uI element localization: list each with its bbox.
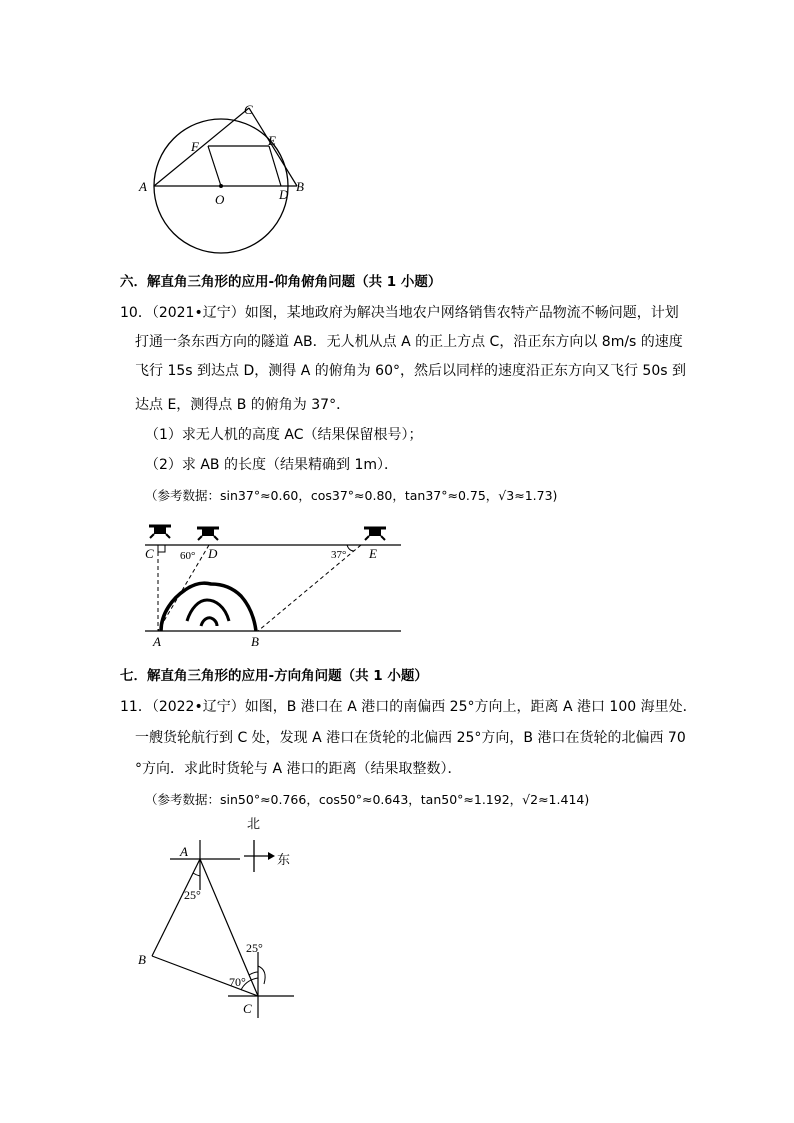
compass-east-label: 东 <box>277 852 291 867</box>
center-point-o <box>219 184 223 188</box>
compass-icon <box>244 840 275 872</box>
line-fo <box>208 146 221 186</box>
label-a: A <box>180 844 188 859</box>
q11-reference: （参考数据：sin50°≈0.766，cos50°≈0.643，tan50°≈1.192，√2≈1.414) <box>145 792 590 807</box>
tunnel-outer <box>161 583 256 631</box>
label-a: A <box>139 179 147 194</box>
label-o: O <box>215 192 225 207</box>
tunnel-inner <box>201 618 217 626</box>
q10-line4: 达点 E，测得点 B 的俯角为 37°． <box>135 397 351 413</box>
label-e: E <box>268 133 276 148</box>
q10-line2: 打通一条东西方向的隧道 AB．无人机从点 A 的正上方点 C，沿正东方向以 8m/s 的速度 <box>135 334 683 350</box>
line-ac <box>154 108 249 186</box>
label-c: C <box>145 546 154 561</box>
label-c: C <box>243 1001 252 1016</box>
label-angle-a-25: 25° <box>184 888 201 902</box>
label-f: F <box>191 139 199 154</box>
q10-sub1: （1）求无人机的高度 AC（结果保留根号）； <box>145 427 423 443</box>
compass-north-label: 北 <box>247 816 261 831</box>
label-b: B <box>138 952 146 967</box>
q11-line3: °方向．求此时货轮与 A 港口的距离（结果取整数）． <box>135 761 462 777</box>
label-angle-c-25: 25° <box>246 941 263 955</box>
q11-line2: 一艘货轮航行到 C 处，发现 A 港口在货轮的北偏西 25°方向，B 港口在货轮的北偏西 70 <box>135 730 686 746</box>
section-6-title: 六．解直角三角形的应用-仰角俯角问题（共 1 小题） <box>120 274 442 290</box>
label-c: C <box>244 102 253 117</box>
label-angle-37: 37° <box>331 549 347 561</box>
q11-line1: 11．（2022•辽宁）如图，B 港口在 A 港口的南偏西 25°方向上，距离 A 港口 100 海里处． <box>120 699 697 715</box>
right-angle-marker <box>158 545 165 552</box>
figure-circle <box>135 100 315 260</box>
angle-arc-c25 <box>249 972 258 975</box>
label-d: D <box>208 546 218 561</box>
label-angle-60: 60° <box>180 550 196 562</box>
label-d: D <box>279 187 289 202</box>
figure-drone-tunnel <box>135 518 415 650</box>
label-a: A <box>153 634 161 649</box>
line-ab <box>152 859 200 956</box>
drone-icon-d <box>197 528 219 540</box>
section-7-title: 七．解直角三角形的应用-方向角问题（共 1 小题） <box>120 668 428 684</box>
figure-direction <box>130 812 310 1024</box>
angle-arc-a <box>193 873 200 876</box>
label-e: E <box>369 546 377 561</box>
q10-line3: 飞行 15s 到达点 D，测得 A 的俯角为 60°，然后以同样的速度沿正东方向又飞行 50s 到 <box>135 363 686 379</box>
drone-icon-e <box>364 528 386 540</box>
label-angle-c-70: 70° <box>229 975 246 989</box>
label-b: B <box>296 179 304 194</box>
label-b: B <box>251 634 259 649</box>
drone-icon-c <box>149 526 171 538</box>
q10-reference: （参考数据：sin37°≈0.60，cos37°≈0.80，tan37°≈0.75，√3≈1.73) <box>145 488 558 503</box>
q10-line1: 10．（2021•辽宁）如图，某地政府为解决当地农户网络销售农特产品物流不畅问题，计划 <box>120 305 679 321</box>
angle-arc-c-right <box>258 966 265 984</box>
angle-arc-37 <box>347 545 354 551</box>
q10-sub2: （2）求 AB 的长度（结果精确到 1m）． <box>145 457 398 473</box>
